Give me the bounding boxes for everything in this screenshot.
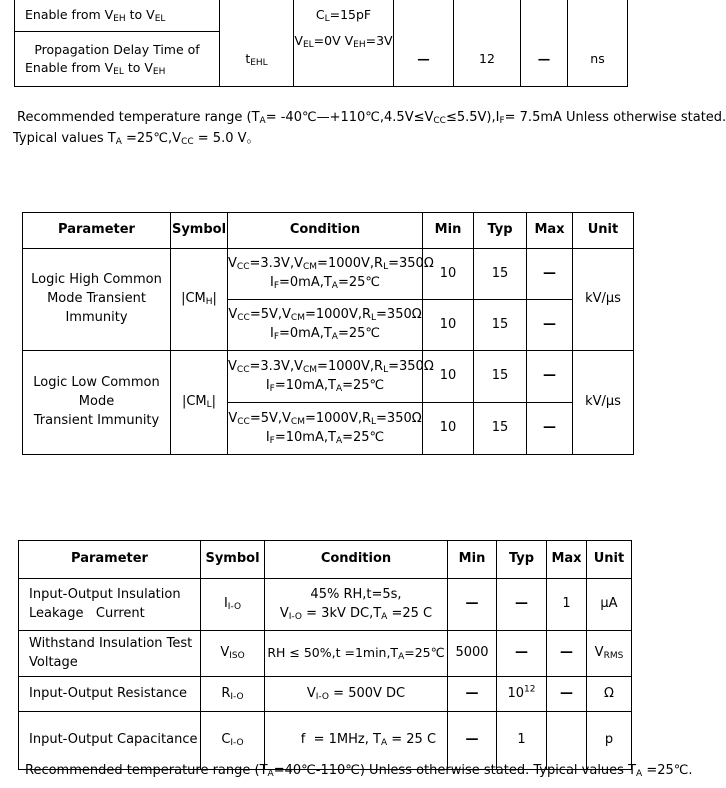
param-cell: Logic High Common Mode Transient Immunity xyxy=(23,249,171,351)
unit-cell xyxy=(568,0,628,32)
typ-cell: — xyxy=(497,579,547,631)
param-cell: Withstand Insulation Test Voltage xyxy=(19,631,201,677)
max-cell: — xyxy=(527,403,573,455)
min-cell xyxy=(394,0,454,32)
column-header: Max xyxy=(547,541,587,579)
table-row xyxy=(15,32,628,87)
condition-cell: $V_{I-O} = 500V$ DC xyxy=(265,677,448,712)
symbol-cell: $t_{EHL}$ xyxy=(220,32,294,87)
column-header: Parameter xyxy=(19,541,201,579)
min-cell: — xyxy=(394,32,454,87)
unit-cell: $V_{RMS}$ xyxy=(587,631,632,677)
min-cell: — xyxy=(448,579,497,631)
typ-cell: 15 xyxy=(474,300,527,351)
condition-cell: $C_L=15pF$ xyxy=(294,0,394,32)
column-header: Max xyxy=(527,213,573,249)
param-cell: Enable from $V_{EH}$ to $V_{EL}$ xyxy=(15,0,220,32)
column-header: Condition xyxy=(228,213,423,249)
column-header: Unit xyxy=(573,213,634,249)
max-cell: — xyxy=(547,631,587,677)
param-cell: Logic Low Common Mode Transient Immunity xyxy=(23,351,171,455)
min-cell: — xyxy=(448,712,497,770)
typ-cell: $10^{12}$ xyxy=(497,677,547,712)
condition-cell: $V_{EL}=0V$ $V_{EH}=3V$ xyxy=(294,32,394,87)
condition-cell: f = 1MHz, $T_A = 25$ C xyxy=(265,712,448,770)
max-cell: — xyxy=(527,249,573,300)
max-cell: — xyxy=(521,32,568,87)
condition-cell: $V_{CC}=3.3V,V_{CM}=1000V,R_L=350\Omega$ $I_F=10mA,T_A=25℃$ xyxy=(228,351,423,403)
column-header: Typ xyxy=(497,541,547,579)
column-header: Min xyxy=(423,213,474,249)
unit-cell: μA xyxy=(587,579,632,631)
table-row xyxy=(19,631,632,677)
symbol-cell: $C_{I-O}$ xyxy=(201,712,265,770)
symbol-cell: $I_{I-O}$ xyxy=(201,579,265,631)
unit-cell: p xyxy=(587,712,632,770)
condition-cell: $V_{CC}=5V,V_{CM}=1000V,R_L=350\Omega$ $I_F=0mA,T_A=25℃$ xyxy=(228,300,423,351)
table-header-row xyxy=(23,213,634,249)
min-cell: 10 xyxy=(423,403,474,455)
condition-cell: 45% RH,t=5s, $V_{I-O} = 3kV$ $DC,T_A =25$ C xyxy=(265,579,448,631)
symbol-cell: $R_{I-O}$ xyxy=(201,677,265,712)
table-row xyxy=(15,0,628,32)
min-cell: 10 xyxy=(423,249,474,300)
column-header: Parameter xyxy=(23,213,171,249)
isolation-table xyxy=(18,540,632,770)
propagation-delay-table xyxy=(14,0,628,87)
max-cell: — xyxy=(547,677,587,712)
typ-cell: 15 xyxy=(474,351,527,403)
max-cell: — xyxy=(527,351,573,403)
condition-cell: $V_{CC}=5V,V_{CM}=1000V,R_L=350\Omega$ $I_F=10mA,T_A=25℃$ xyxy=(228,403,423,455)
column-header: Symbol xyxy=(171,213,228,249)
condition-cell: RH ≤ $50\%,t =1\min,T_A=25℃$ xyxy=(265,631,448,677)
max-cell: — xyxy=(527,300,573,351)
unit-cell: Ω xyxy=(587,677,632,712)
typ-cell: 15 xyxy=(474,403,527,455)
column-header: Min xyxy=(448,541,497,579)
typ-cell: — xyxy=(497,631,547,677)
symbol-cell: $|CM_H|$ xyxy=(171,249,228,351)
table-row xyxy=(23,351,634,403)
symbol-cell xyxy=(220,0,294,32)
typ-cell: 12 xyxy=(454,32,521,87)
min-cell: 10 xyxy=(423,300,474,351)
param-cell: Propagation Delay Time of Enable from $V_{EL}$ to $V_{EH}$ xyxy=(15,32,220,87)
column-header: Condition xyxy=(265,541,448,579)
condition-cell: $V_{CC}=3.3V,V_{CM}=1000V,R_L=350\Omega$ $I_F=0mA,T_A=25℃$ xyxy=(228,249,423,300)
column-header: Typ xyxy=(474,213,527,249)
min-cell: 10 xyxy=(423,351,474,403)
param-cell: Input-Output Capacitance xyxy=(19,712,201,770)
table-row xyxy=(19,677,632,712)
min-cell: 5000 xyxy=(448,631,497,677)
test-conditions-note: Recommended temperature range ($T_A=$ $-40℃—+110℃,4.5V\le V_{CC}\le 5.5V),I_F= 7.5mA$ Unless otherwise stated. Typical values $T_A$ $=25℃,V_{CC} = 5.0$ V。 xyxy=(13,110,726,147)
symbol-cell: $|CM_L|$ xyxy=(171,351,228,455)
typ-cell: 15 xyxy=(474,249,527,300)
column-header: Unit xyxy=(587,541,632,579)
max-cell: 1 xyxy=(547,579,587,631)
column-header: Symbol xyxy=(201,541,265,579)
param-cell: Input-Output Insulation Leakage Current xyxy=(19,579,201,631)
param-cell: Input-Output Resistance xyxy=(19,677,201,712)
unit-cell: kV/μs xyxy=(573,249,634,351)
table-header-row xyxy=(19,541,632,579)
table-row xyxy=(19,579,632,631)
cmti-table xyxy=(22,212,634,455)
test-conditions-note: Recommended temperature range $(T_A=40℃-110℃)$ Unless otherwise stated. Typical values $T_A$ =25℃. xyxy=(25,763,693,779)
unit-cell: ns xyxy=(568,32,628,87)
table-row xyxy=(23,249,634,300)
unit-cell: kV/μs xyxy=(573,351,634,455)
typ-cell: 1 xyxy=(497,712,547,770)
symbol-cell: $V_{ISO}$ xyxy=(201,631,265,677)
min-cell: — xyxy=(448,677,497,712)
max-cell xyxy=(521,0,568,32)
typ-cell xyxy=(454,0,521,32)
